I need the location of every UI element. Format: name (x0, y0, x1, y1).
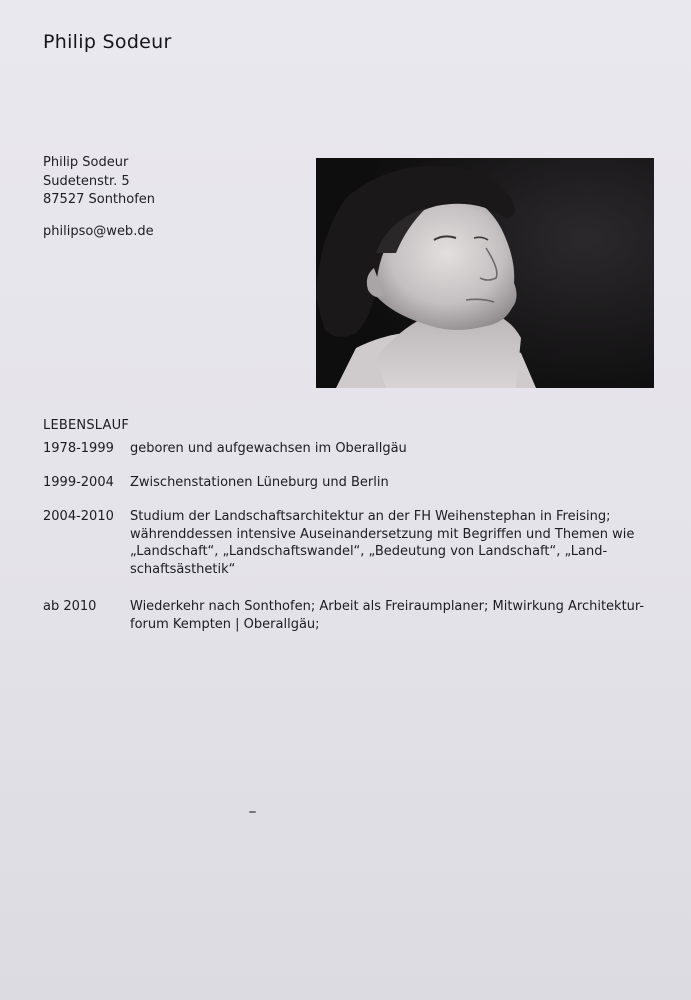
cv-entry-years: 1999-2004 (43, 475, 114, 490)
cv-entry-line: geboren und aufgewachsen im Oberallgäu (130, 441, 407, 456)
cv-entry-description (130, 440, 670, 458)
cv-heading: LEBENSLAUF (43, 418, 129, 433)
cv-entry-line: forum Kempten | Oberallgäu; (130, 616, 320, 632)
address-name: Philip Sodeur (43, 155, 129, 170)
cv-entry-line: schaftsästhetik“ (130, 561, 236, 577)
cv-entry-line: währenddessen intensive Auseinandersetzung mit Begriffen und Themen wie (130, 526, 635, 542)
portrait-photo (316, 158, 654, 388)
address-street: Sudetenstr. 5 (43, 173, 130, 189)
cv-entry-line: Zwischenstationen Lüneburg und Berlin (130, 475, 389, 490)
paper-mark (249, 811, 256, 813)
cv-entry-years: ab 2010 (43, 599, 97, 614)
portrait-photo-icon (316, 158, 654, 388)
cv-entry-description (130, 508, 670, 578)
cv-entry-description (130, 598, 670, 633)
address-block (43, 154, 155, 210)
cv-entry-years: 1978-1999 (43, 441, 114, 456)
page-title: Philip Sodeur (43, 31, 172, 53)
cv-entry-description (130, 474, 670, 492)
cv-entry-line: Wiederkehr nach Sonthofen; Arbeit als Freiraumplaner; Mitwirkung Architektur- (130, 599, 645, 614)
cv-entry-line: Studium der Landschaftsarchitektur an der FH Weihenstephan in Freising; (130, 509, 611, 524)
email-address: philipso@web.de (43, 224, 154, 239)
cv-entry-years: 2004-2010 (43, 509, 114, 524)
address-city: 87527 Sonthofen (43, 192, 156, 207)
cv-entry-line: „Landschaft“, „Landschaftswandel“, „Bedeutung von Landschaft“, „Land- (130, 544, 608, 559)
